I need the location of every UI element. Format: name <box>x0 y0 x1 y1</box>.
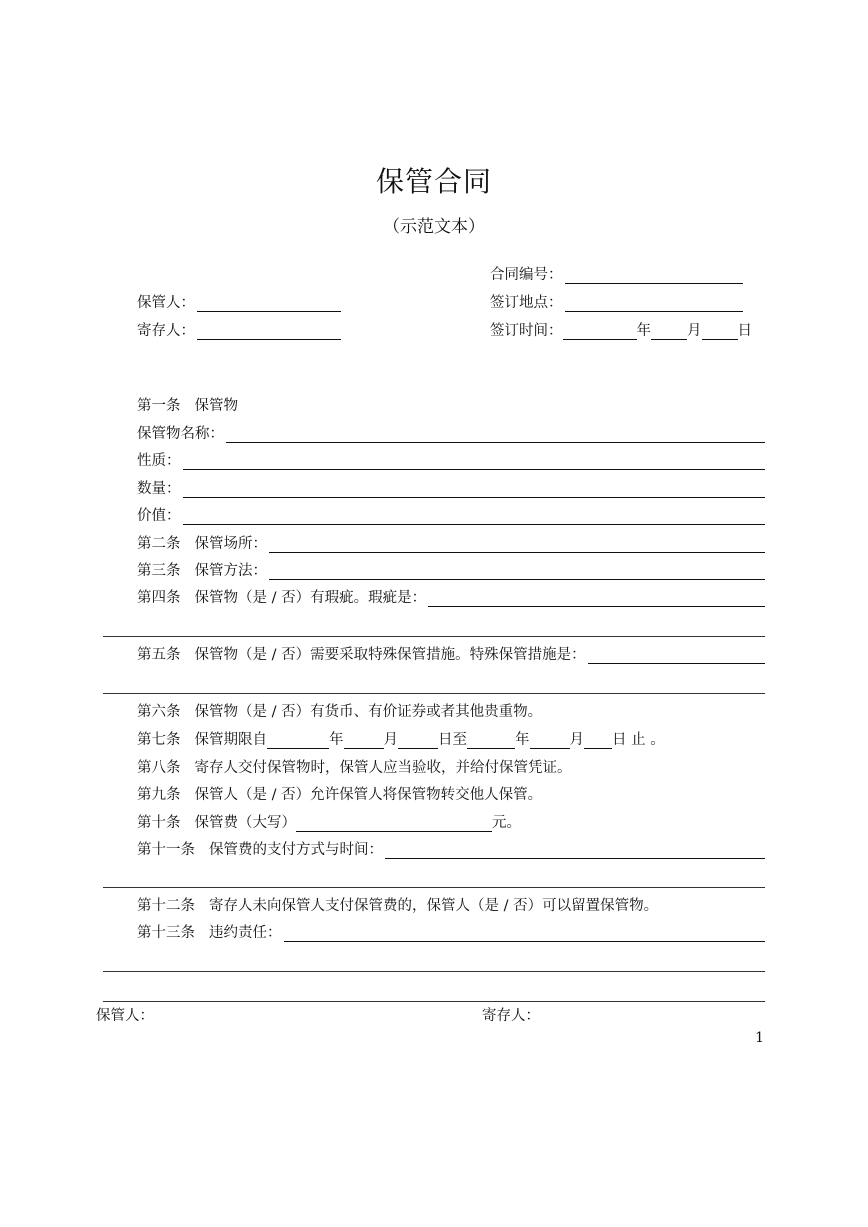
clause-5-blank[interactable] <box>588 647 765 664</box>
item-value-row <box>137 503 765 525</box>
start-month-blank[interactable] <box>344 732 384 749</box>
clause-11-number: 第十一条 <box>137 842 195 858</box>
signature-depositor-label: 寄存人： <box>482 1008 540 1024</box>
clause-7-part7: 日 止 。 <box>612 732 665 748</box>
clause-4-number: 第四条 <box>137 590 181 606</box>
clause-1-text: 保管物 <box>194 398 238 414</box>
item-quantity-label: 数量： <box>137 481 181 497</box>
clause-2-text: 保管场所： <box>194 536 267 552</box>
clause-2-blank[interactable] <box>269 536 765 553</box>
clause-7-part2: 年 <box>329 732 344 748</box>
clause-11-blank[interactable] <box>385 842 765 859</box>
page-number: 1 <box>755 1030 764 1046</box>
item-quantity-blank[interactable] <box>183 481 766 498</box>
clause-7-part6: 月 <box>569 732 584 748</box>
clause-4-text: 保管物（是 / 否）有瑕疵。瑕疵是： <box>194 590 427 606</box>
signature-keeper-label: 保管人： <box>96 1008 154 1024</box>
clause-13-number: 第十三条 <box>137 925 195 941</box>
clause-9 <box>137 782 765 804</box>
clause-8-number: 第八条 <box>137 760 181 776</box>
sign-time-label: 签订时间： <box>490 323 563 339</box>
clause-3 <box>137 558 765 580</box>
clause-5 <box>137 642 765 664</box>
clause-13-continuation-line[interactable] <box>103 971 765 972</box>
item-name-row <box>137 421 765 443</box>
clause-10-part1: 保管费（大写） <box>194 815 296 831</box>
clause-12 <box>137 893 765 915</box>
clause-3-number: 第三条 <box>137 563 181 579</box>
clause-11 <box>137 837 765 859</box>
clause-6 <box>137 699 765 721</box>
month-label: 月 <box>687 323 702 339</box>
contract-number-blank[interactable] <box>565 267 744 284</box>
clause-8 <box>137 755 765 777</box>
clause-4-continuation-line[interactable] <box>103 636 765 637</box>
clause-10 <box>137 810 765 832</box>
document-title: 保管合同 <box>375 165 492 198</box>
clause-7-part1: 保管期限自 <box>194 732 267 748</box>
sign-year-blank[interactable] <box>563 323 637 340</box>
clause-1 <box>137 393 765 415</box>
clause-13-blank[interactable] <box>284 925 766 942</box>
clause-1-number: 第一条 <box>137 398 181 414</box>
clause-12-number: 第十二条 <box>137 898 195 914</box>
item-name-label: 保管物名称： <box>137 426 224 442</box>
keeper-blank[interactable] <box>197 295 341 312</box>
item-nature-row <box>137 448 765 470</box>
fee-amount-blank[interactable] <box>296 815 492 832</box>
sign-time-field <box>490 318 752 340</box>
clause-6-number: 第六条 <box>137 704 181 720</box>
clause-12-text: 寄存人未向保管人支付保管费的，保管人（是 / 否）可以留置保管物。 <box>209 898 659 914</box>
end-month-blank[interactable] <box>530 732 570 749</box>
start-year-blank[interactable] <box>267 732 329 749</box>
signature-divider <box>103 1001 765 1002</box>
depositor-label: 寄存人： <box>137 323 195 339</box>
clause-4-blank[interactable] <box>428 590 765 607</box>
clause-2 <box>137 531 765 553</box>
clause-13-text: 违约责任： <box>209 925 282 941</box>
sign-place-field <box>490 290 743 312</box>
item-name-blank[interactable] <box>226 426 765 443</box>
item-quantity-row <box>137 476 765 498</box>
day-label: 日 <box>737 323 752 339</box>
clause-9-text: 保管人（是 / 否）允许保管人将保管物转交他人保管。 <box>194 787 543 803</box>
clause-7-number: 第七条 <box>137 732 181 748</box>
sign-month-blank[interactable] <box>651 323 687 340</box>
clause-7-part5: 年 <box>515 732 530 748</box>
depositor-blank[interactable] <box>197 323 341 340</box>
document-subtitle: （示范文本） <box>383 217 485 237</box>
clause-13 <box>137 920 765 942</box>
clause-7-part4: 日至 <box>438 732 467 748</box>
item-value-blank[interactable] <box>183 508 766 525</box>
clause-7 <box>137 727 765 749</box>
contract-number-field <box>490 262 743 284</box>
sign-day-blank[interactable] <box>702 323 738 340</box>
clause-3-text: 保管方法： <box>194 563 267 579</box>
clause-11-continuation-line[interactable] <box>103 887 765 888</box>
keeper-label: 保管人： <box>137 295 195 311</box>
clause-9-number: 第九条 <box>137 787 181 803</box>
sign-place-label: 签订地点： <box>490 295 563 311</box>
clause-10-part2: 元。 <box>492 815 521 831</box>
item-nature-label: 性质： <box>137 453 181 469</box>
clause-8-text: 寄存人交付保管物时，保管人应当验收，并给付保管凭证。 <box>194 760 572 776</box>
clause-11-text: 保管费的支付方式与时间： <box>209 842 383 858</box>
clause-7-part3: 月 <box>383 732 398 748</box>
contract-number-label: 合同编号： <box>490 267 563 283</box>
item-nature-blank[interactable] <box>183 453 766 470</box>
clause-10-number: 第十条 <box>137 815 181 831</box>
clause-6-text: 保管物（是 / 否）有货币、有价证券或者其他贵重物。 <box>194 704 543 720</box>
depositor-field <box>137 318 341 340</box>
start-day-blank[interactable] <box>398 732 438 749</box>
end-day-blank[interactable] <box>584 732 612 749</box>
year-label: 年 <box>636 323 651 339</box>
clause-4 <box>137 585 765 607</box>
keeper-field <box>137 290 341 312</box>
clause-5-continuation-line[interactable] <box>103 693 765 694</box>
clause-5-number: 第五条 <box>137 647 181 663</box>
sign-place-blank[interactable] <box>565 295 744 312</box>
clause-5-text: 保管物（是 / 否）需要采取特殊保管措施。特殊保管措施是： <box>194 647 586 663</box>
clause-2-number: 第二条 <box>137 536 181 552</box>
item-value-label: 价值： <box>137 508 181 524</box>
clause-3-blank[interactable] <box>269 563 765 580</box>
end-year-blank[interactable] <box>467 732 515 749</box>
